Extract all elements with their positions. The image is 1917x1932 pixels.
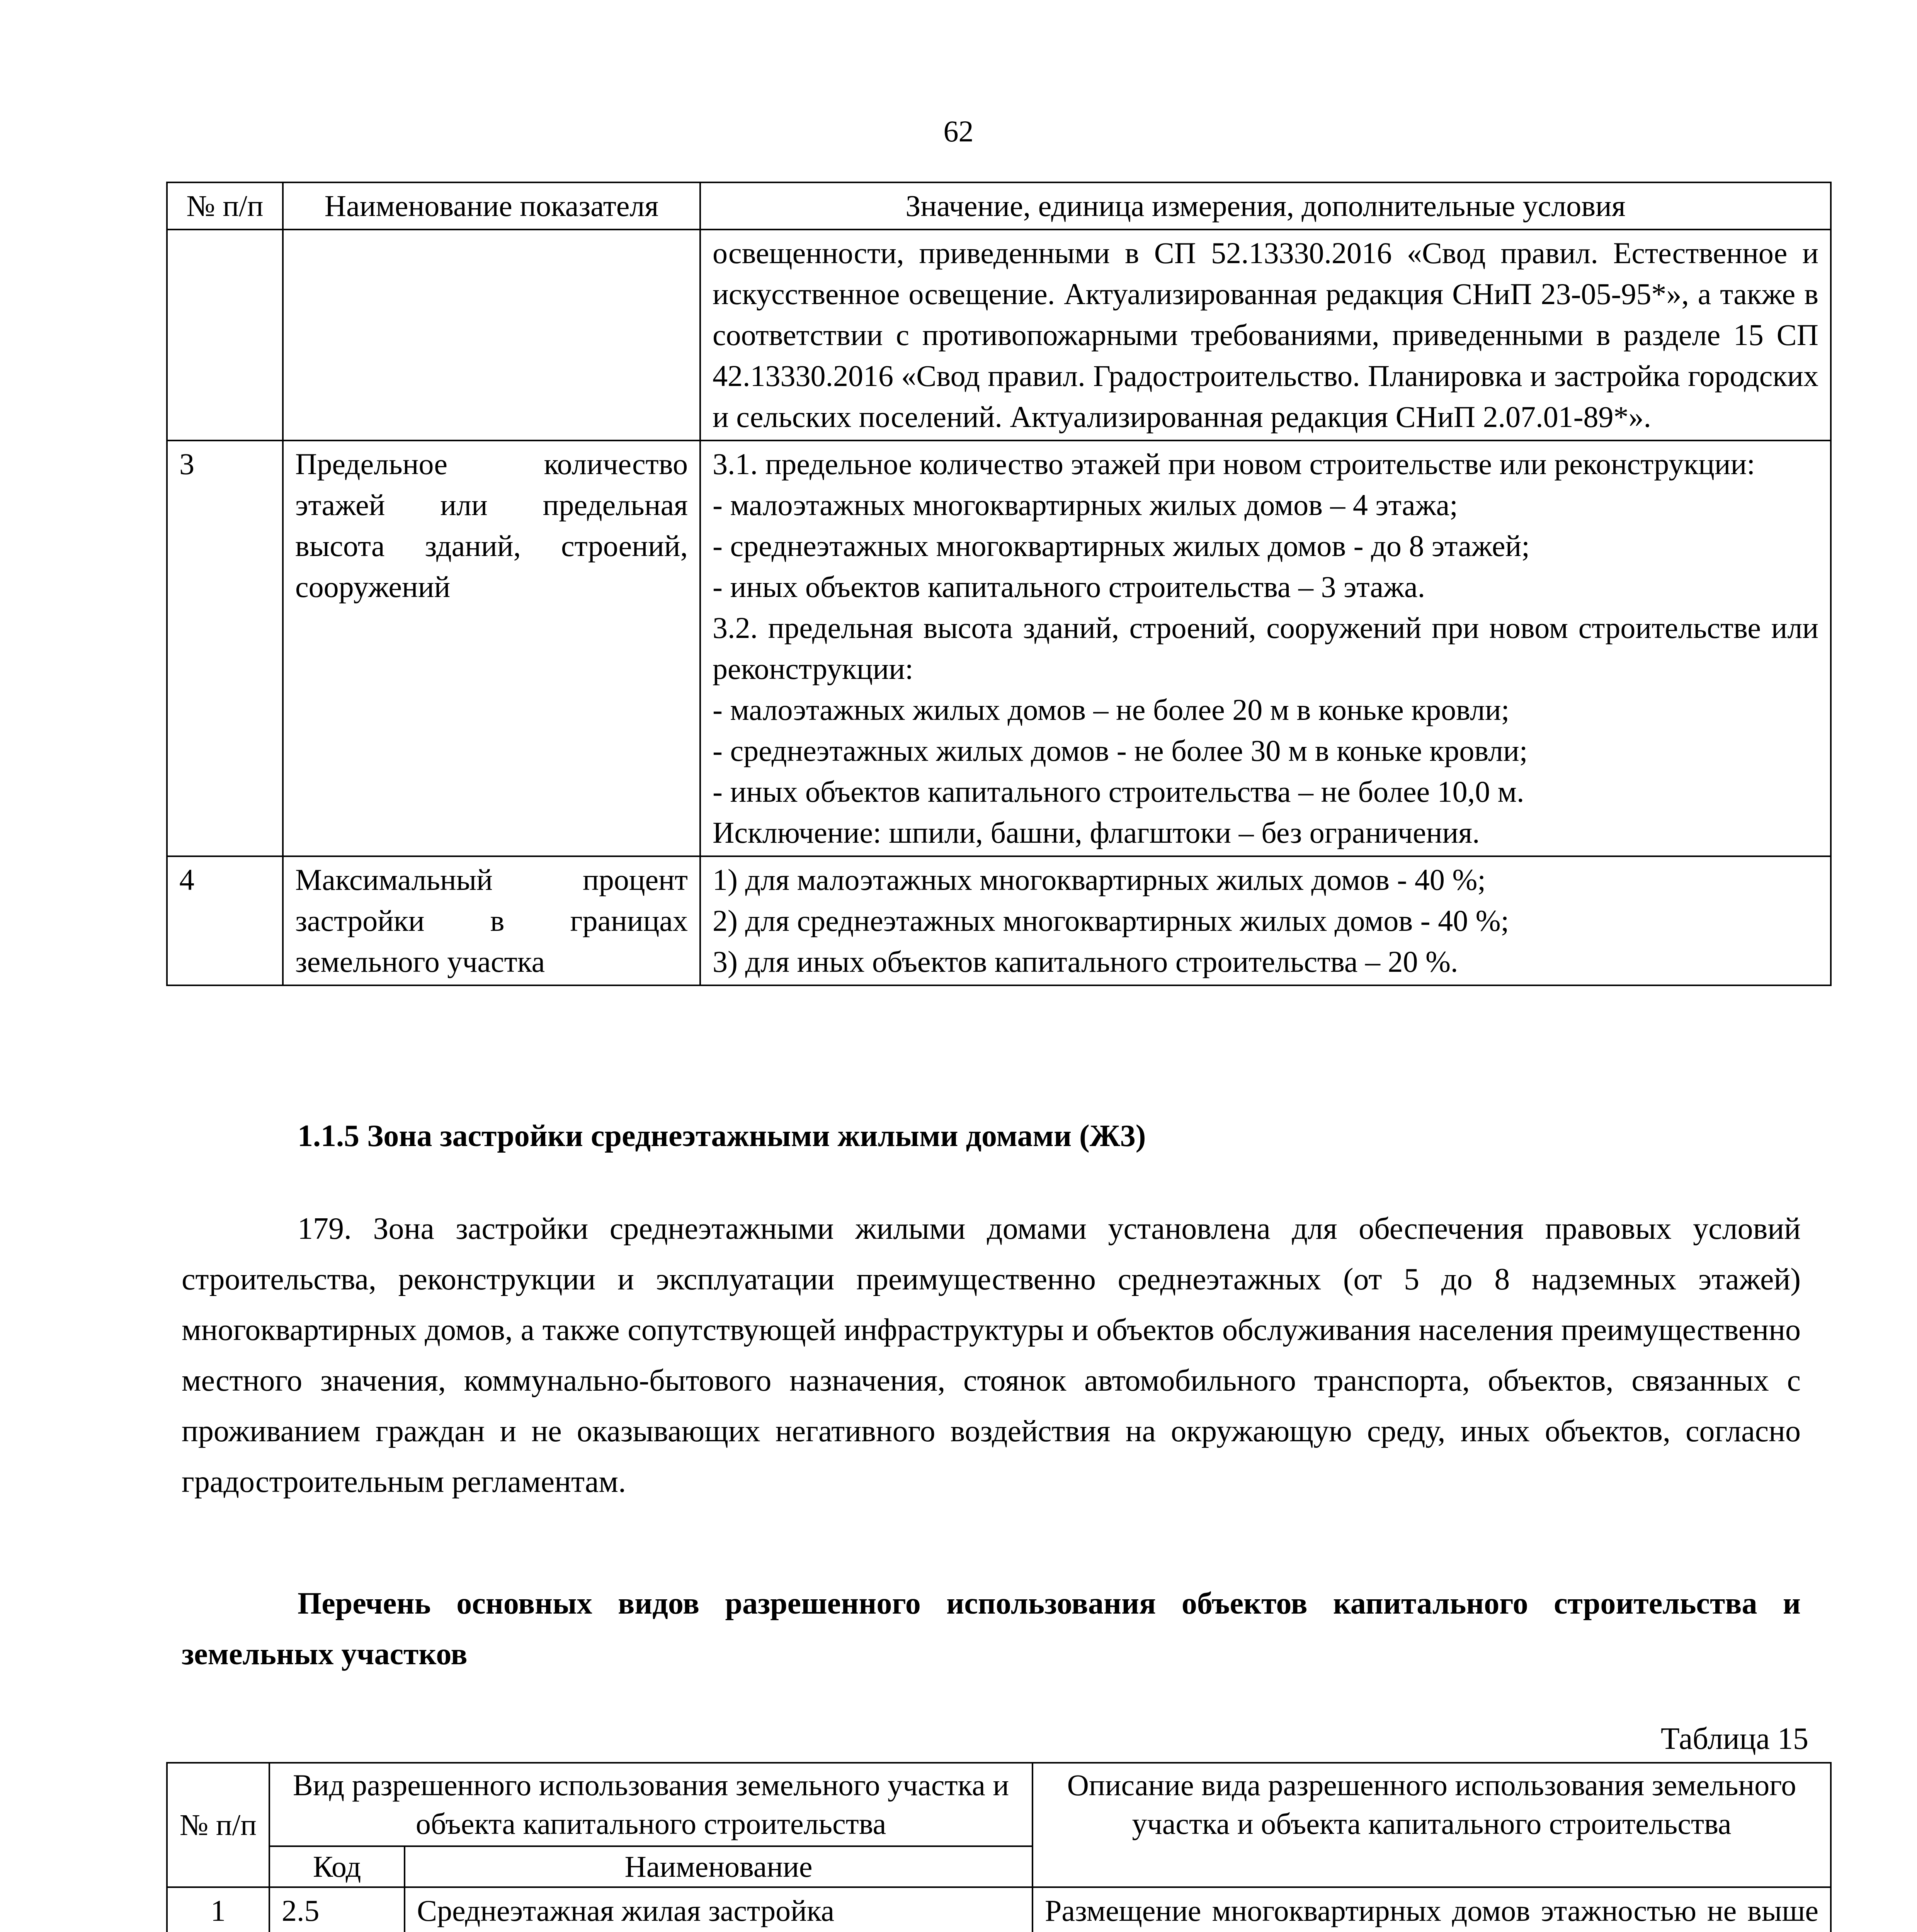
value-line: - иных объектов капитального строительства – не более 10,0 м. [713,775,1524,808]
value-line: Исключение: шпили, башни, флагштоки – без ограничения. [713,816,1480,849]
permitted-uses-list-title: Перечень основных видов разрешенного использования объектов капитального строительства и земельных участков [182,1587,1801,1671]
value-line: 3.1. предельное количество этажей при новом строительстве или реконструкции: [713,447,1755,481]
row-value [700,230,1831,440]
value-line: освещенности, приведенными в СП 52.13330.2016 «Свод правил. Естественное и искусственное освещение. Актуализированная редакция СНиП 23-05-95*», а также в соответствии с противопожарными требованиями, приведенными в разделе 15 СП 42.13330.2016 «Свод правил. Градостроительство. Планировка и застройка городских и сельских поселений. Актуализированная редакция СНиП 2.07.01-89*». [713,236,1818,434]
value-line: 2) для среднеэтажных многоквартирных жилых домов - 40 %; [713,904,1509,937]
value-line: 3.2. предельная высота зданий, строений, сооружений при новом строительстве или реконструкции: [713,611,1818,685]
value-line: - среднеэтажных многоквартирных жилых домов - до 8 этажей; [713,529,1530,563]
zone-description-paragraph: 179. Зона застройки среднеэтажными жилыми домами установлена для обеспечения правовых условий строительства, реконструкции и эксплуатации преимущественно среднеэтажных (от 5 до 8 надземных этажей) многоквартирных домов, а также сопутствующей инфраструктуры и объектов обслуживания населения преимущественно местного значения, коммунально-бытового назначения, стоянок автомобильного транспорта, объектов, связанных с проживанием граждан и не оказывающих негативного воздействия на окружающую среду, иных объектов, согласно градостроительным регламентам. [182,1212,1801,1499]
header-num: № п/п [167,1763,269,1887]
row-num: 1 [167,1887,269,1932]
indicators-table [166,182,1832,986]
row-name: Предельное количество этажей или предельная высота зданий, строений, сооружений [283,440,700,856]
row-name [283,230,700,440]
header-description: Описание вида разрешенного использования земельного участка и объекта капитального строительства [1032,1763,1831,1887]
row-value [700,856,1831,985]
header-indicator-name: Наименование показателя [283,182,700,230]
table-caption: Таблица 15 [1660,1722,1808,1756]
row-code: 2.5 [269,1887,405,1932]
table-row [167,856,1831,985]
row-num: 3 [167,440,283,856]
table-header-row [167,1763,1831,1846]
row-name: Максимальный процент застройки в границах земельного участка [283,856,700,985]
header-use-type-group: Вид разрешенного использования земельного участка и объекта капитального строительства [269,1763,1032,1846]
table-row [167,1887,1831,1932]
value-line: - малоэтажных жилых домов – не более 20 м в коньке кровли; [713,693,1510,726]
row-num [167,230,283,440]
description-line: Размещение многоквартирных домов этажностью не выше [1045,1894,1819,1927]
value-line: - иных объектов капитального строительства – 3 этажа. [713,570,1425,604]
table-row [167,440,1831,856]
row-value [700,440,1831,856]
header-num: № п/п [167,182,283,230]
row-name: Среднеэтажная жилая застройка [405,1887,1032,1932]
section-heading: 1.1.5 Зона застройки среднеэтажными жилыми домами (Ж3) [298,1119,1146,1153]
value-line: 1) для малоэтажных многоквартирных жилых домов - 40 %; [713,863,1486,896]
page-number: 62 [943,114,974,148]
value-line: 3) для иных объектов капитального строительства – 20 %. [713,945,1458,978]
value-line: - малоэтажных многоквартирных жилых домов – 4 этажа; [713,488,1458,522]
header-code: Код [269,1846,405,1887]
table-header-row [167,182,1831,230]
header-value: Значение, единица измерения, дополнительные условия [700,182,1831,230]
value-line: - среднеэтажных жилых домов - не более 30 м в коньке кровли; [713,734,1528,767]
row-description [1032,1887,1831,1932]
permitted-uses-table [166,1762,1832,1932]
row-num: 4 [167,856,283,985]
table-row [167,230,1831,440]
header-name: Наименование [405,1846,1032,1887]
